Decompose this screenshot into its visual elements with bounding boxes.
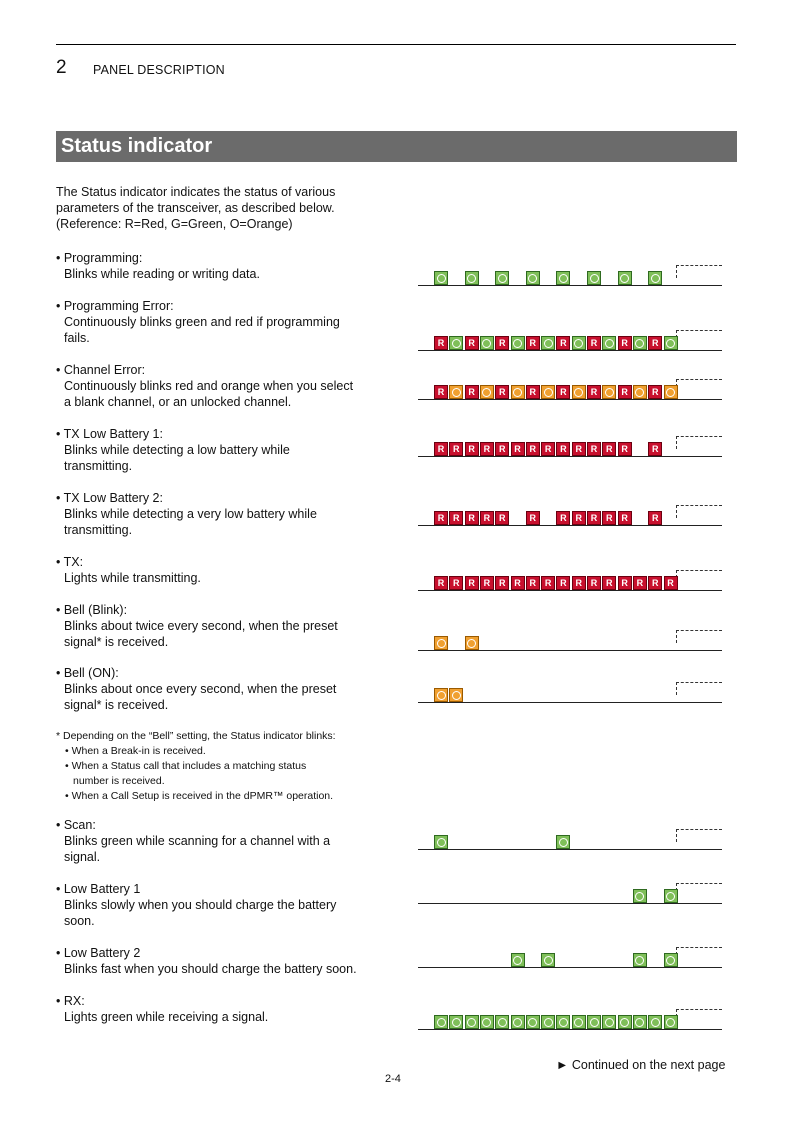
led-red-mark: R (618, 336, 632, 350)
led-red-mark: R (449, 511, 463, 525)
led-green-mark (541, 336, 555, 350)
item-desc: signal. (64, 850, 101, 864)
led-red-mark: R (587, 442, 601, 456)
led-red-mark: R (434, 511, 448, 525)
led-green-mark (602, 336, 616, 350)
led-red-mark: R (465, 576, 479, 590)
led-orange-mark (602, 385, 616, 399)
item-title: • Programming: (56, 251, 143, 265)
led-green-mark (664, 336, 678, 350)
item-tx-low-battery-1 (56, 426, 396, 474)
timing-diagram-channel-error (418, 382, 722, 400)
item-desc: Blinks about once every second, when the preset (64, 682, 337, 696)
timing-diagram-bell-on (418, 685, 722, 703)
diagram-continuation (676, 330, 722, 331)
timing-diagram-bell-blink (418, 633, 722, 651)
item-desc: signal* is received. (64, 698, 169, 712)
timing-diagram-scan (418, 832, 722, 850)
led-green-mark (633, 1015, 647, 1029)
led-green-mark (556, 1015, 570, 1029)
led-red-mark: R (526, 576, 540, 590)
intro-line: The Status indicator indicates the status of various (56, 185, 336, 199)
led-red-mark: R (556, 576, 570, 590)
led-red-mark: R (526, 336, 540, 350)
led-green-mark (465, 271, 479, 285)
diagram-continuation (676, 505, 722, 506)
led-green-mark (511, 953, 525, 967)
diagram-continuation (676, 1009, 722, 1010)
item-rx (56, 993, 396, 1025)
item-title: • Low Battery 2 (56, 946, 141, 960)
led-green-mark (556, 835, 570, 849)
led-red-mark: R (465, 442, 479, 456)
diagram-baseline (418, 350, 722, 351)
item-tx-low-battery-2 (56, 490, 396, 538)
led-green-mark (648, 1015, 662, 1029)
section-title: Status indicator (56, 131, 737, 162)
led-red-mark: R (526, 385, 540, 399)
led-red-mark: R (541, 442, 555, 456)
led-green-mark (587, 1015, 601, 1029)
led-red-mark: R (434, 385, 448, 399)
timing-diagram-low-battery-2 (418, 950, 722, 968)
item-desc: Blinks while detecting a very low battery while (64, 507, 317, 521)
item-desc: Blinks green while scanning for a channel with a (64, 834, 331, 848)
item-title: • RX: (56, 994, 85, 1008)
led-green-mark (602, 1015, 616, 1029)
led-green-mark (648, 271, 662, 285)
item-bell-blink (56, 602, 396, 650)
led-red-mark: R (572, 442, 586, 456)
led-red-mark: R (618, 576, 632, 590)
led-red-mark: R (618, 385, 632, 399)
diagram-baseline (418, 702, 722, 703)
diagram-baseline (418, 285, 722, 286)
diagram-baseline (418, 650, 722, 651)
header-rule (56, 44, 736, 45)
diagram-continuation (676, 630, 677, 643)
led-red-mark: R (511, 576, 525, 590)
diagram-continuation (676, 883, 722, 884)
item-desc: a blank channel, or an unlocked channel. (64, 395, 292, 409)
led-orange-mark (434, 636, 448, 650)
continued-note: ► Continued on the next page (556, 1058, 726, 1072)
diagram-baseline (418, 399, 722, 400)
diagram-baseline (418, 525, 722, 526)
diagram-continuation (676, 505, 677, 518)
led-red-mark: R (618, 442, 632, 456)
diagram-baseline (418, 590, 722, 591)
timing-diagram-programming (418, 268, 722, 286)
led-red-mark: R (465, 385, 479, 399)
led-green-mark (572, 336, 586, 350)
led-red-mark: R (556, 336, 570, 350)
page-number: 2-4 (385, 1073, 401, 1085)
item-low-battery-1 (56, 881, 396, 929)
led-green-mark (633, 336, 647, 350)
diagram-baseline (418, 967, 722, 968)
note-lead: * Depending on the “Bell” setting, the Status indicator blinks: (56, 730, 336, 742)
led-red-mark: R (465, 336, 479, 350)
led-green-mark (495, 1015, 509, 1029)
led-orange-mark (541, 385, 555, 399)
item-desc: Blinks while detecting a low battery while (64, 443, 290, 457)
led-green-mark (618, 271, 632, 285)
led-red-mark: R (480, 576, 494, 590)
led-red-mark: R (495, 336, 509, 350)
diagram-continuation (676, 829, 677, 842)
led-red-mark: R (602, 511, 616, 525)
item-desc: fails. (64, 331, 90, 345)
item-title: • Low Battery 1 (56, 882, 141, 896)
led-orange-mark (664, 385, 678, 399)
led-orange-mark (572, 385, 586, 399)
timing-diagram-rx (418, 1012, 722, 1030)
led-red-mark: R (648, 511, 662, 525)
chapter-number: 2 (56, 57, 67, 78)
item-bell-on (56, 665, 396, 713)
led-green-mark (434, 835, 448, 849)
led-orange-mark (480, 385, 494, 399)
led-green-mark (480, 1015, 494, 1029)
timing-diagram-low-battery-1 (418, 886, 722, 904)
timing-diagram-programming-error (418, 333, 722, 351)
led-red-mark: R (449, 442, 463, 456)
led-green-mark (664, 953, 678, 967)
item-title: • Bell (ON): (56, 666, 119, 680)
item-desc: transmitting. (64, 523, 133, 537)
led-red-mark: R (495, 511, 509, 525)
led-green-mark (664, 889, 678, 903)
diagram-baseline (418, 849, 722, 850)
intro-paragraph (56, 184, 386, 232)
item-desc: Blinks about twice every second, when the preset (64, 619, 338, 633)
diagram-continuation (676, 436, 677, 449)
led-red-mark: R (572, 576, 586, 590)
led-green-mark (495, 271, 509, 285)
led-red-mark: R (465, 511, 479, 525)
led-red-mark: R (434, 336, 448, 350)
led-green-mark (633, 889, 647, 903)
chapter-title: PANEL DESCRIPTION (93, 63, 225, 77)
item-title: • Bell (Blink): (56, 603, 128, 617)
diagram-continuation (676, 947, 722, 948)
item-title: • TX Low Battery 1: (56, 427, 163, 441)
item-desc: Continuously blinks green and red if programming (64, 315, 340, 329)
item-title: • Programming Error: (56, 299, 174, 313)
led-red-mark: R (602, 576, 616, 590)
led-red-mark: R (664, 576, 678, 590)
item-title: • TX: (56, 555, 84, 569)
item-desc: Lights green while receiving a signal. (64, 1010, 269, 1024)
led-green-mark (618, 1015, 632, 1029)
diagram-continuation (676, 682, 677, 695)
led-green-mark (526, 271, 540, 285)
led-green-mark (449, 1015, 463, 1029)
led-red-mark: R (633, 576, 647, 590)
led-red-mark: R (495, 385, 509, 399)
led-green-mark (434, 1015, 448, 1029)
led-red-mark: R (556, 511, 570, 525)
item-desc: soon. (64, 914, 95, 928)
item-channel-error (56, 362, 396, 410)
led-red-mark: R (648, 336, 662, 350)
item-scan (56, 817, 396, 865)
led-orange-mark (633, 385, 647, 399)
led-orange-mark (465, 636, 479, 650)
led-red-mark: R (495, 576, 509, 590)
led-red-mark: R (618, 511, 632, 525)
diagram-baseline (418, 456, 722, 457)
led-green-mark (541, 953, 555, 967)
led-green-mark (556, 271, 570, 285)
led-orange-mark (449, 688, 463, 702)
diagram-continuation (676, 829, 722, 830)
led-red-mark: R (449, 576, 463, 590)
item-desc: Lights while transmitting. (64, 571, 201, 585)
timing-diagram-tx (418, 573, 722, 591)
diagram-baseline (418, 903, 722, 904)
led-red-mark: R (587, 576, 601, 590)
item-title: • Scan: (56, 818, 96, 832)
item-programming (56, 250, 396, 282)
led-red-mark: R (511, 442, 525, 456)
led-red-mark: R (556, 385, 570, 399)
led-red-mark: R (587, 511, 601, 525)
diagram-continuation (676, 265, 677, 278)
item-low-battery-2 (56, 945, 396, 977)
item-tx (56, 554, 396, 586)
diagram-continuation (676, 570, 722, 571)
item-programming-error (56, 298, 396, 346)
diagram-continuation (676, 682, 722, 683)
led-green-mark (480, 336, 494, 350)
led-red-mark: R (526, 442, 540, 456)
led-green-mark (526, 1015, 540, 1029)
led-green-mark (465, 1015, 479, 1029)
led-orange-mark (511, 385, 525, 399)
note-bullet: • When a Break-in is received. (65, 745, 206, 757)
item-title: • Channel Error: (56, 363, 146, 377)
led-green-mark (541, 1015, 555, 1029)
led-green-mark (511, 1015, 525, 1029)
item-desc: transmitting. (64, 459, 133, 473)
item-title: • TX Low Battery 2: (56, 491, 163, 505)
timing-diagram-tx-low-battery-1 (418, 439, 722, 457)
led-red-mark: R (480, 442, 494, 456)
led-orange-mark (449, 385, 463, 399)
led-green-mark (633, 953, 647, 967)
item-desc: Blinks fast when you should charge the battery soon. (64, 962, 357, 976)
led-red-mark: R (541, 576, 555, 590)
led-red-mark: R (495, 442, 509, 456)
note-bullet: • When a Call Setup is received in the dPMR™ operation. (65, 790, 334, 802)
led-red-mark: R (648, 576, 662, 590)
note-bullet: • When a Status call that includes a matching status (65, 760, 307, 772)
item-desc: Continuously blinks red and orange when you select (64, 379, 354, 393)
diagram-continuation (676, 265, 722, 266)
led-green-mark (511, 336, 525, 350)
led-green-mark (664, 1015, 678, 1029)
led-red-mark: R (648, 385, 662, 399)
intro-line: (Reference: R=Red, G=Green, O=Orange) (56, 217, 293, 231)
led-green-mark (434, 271, 448, 285)
led-red-mark: R (434, 442, 448, 456)
led-red-mark: R (434, 576, 448, 590)
led-red-mark: R (480, 511, 494, 525)
led-green-mark (572, 1015, 586, 1029)
diagram-continuation (676, 379, 722, 380)
item-desc: signal* is received. (64, 635, 169, 649)
led-red-mark: R (556, 442, 570, 456)
led-red-mark: R (602, 442, 616, 456)
diagram-continuation (676, 436, 722, 437)
led-red-mark: R (648, 442, 662, 456)
diagram-continuation (676, 630, 722, 631)
led-red-mark: R (587, 385, 601, 399)
diagram-baseline (418, 1029, 722, 1030)
led-orange-mark (434, 688, 448, 702)
item-desc: Blinks while reading or writing data. (64, 267, 260, 281)
note-bullet: number is received. (73, 775, 165, 787)
led-red-mark: R (587, 336, 601, 350)
led-green-mark (449, 336, 463, 350)
led-red-mark: R (572, 511, 586, 525)
item-desc: Blinks slowly when you should charge the battery (64, 898, 337, 912)
timing-diagram-tx-low-battery-2 (418, 508, 722, 526)
led-red-mark: R (526, 511, 540, 525)
intro-line: parameters of the transceiver, as described below. (56, 201, 335, 215)
bell-footnote (56, 729, 336, 804)
led-green-mark (587, 271, 601, 285)
